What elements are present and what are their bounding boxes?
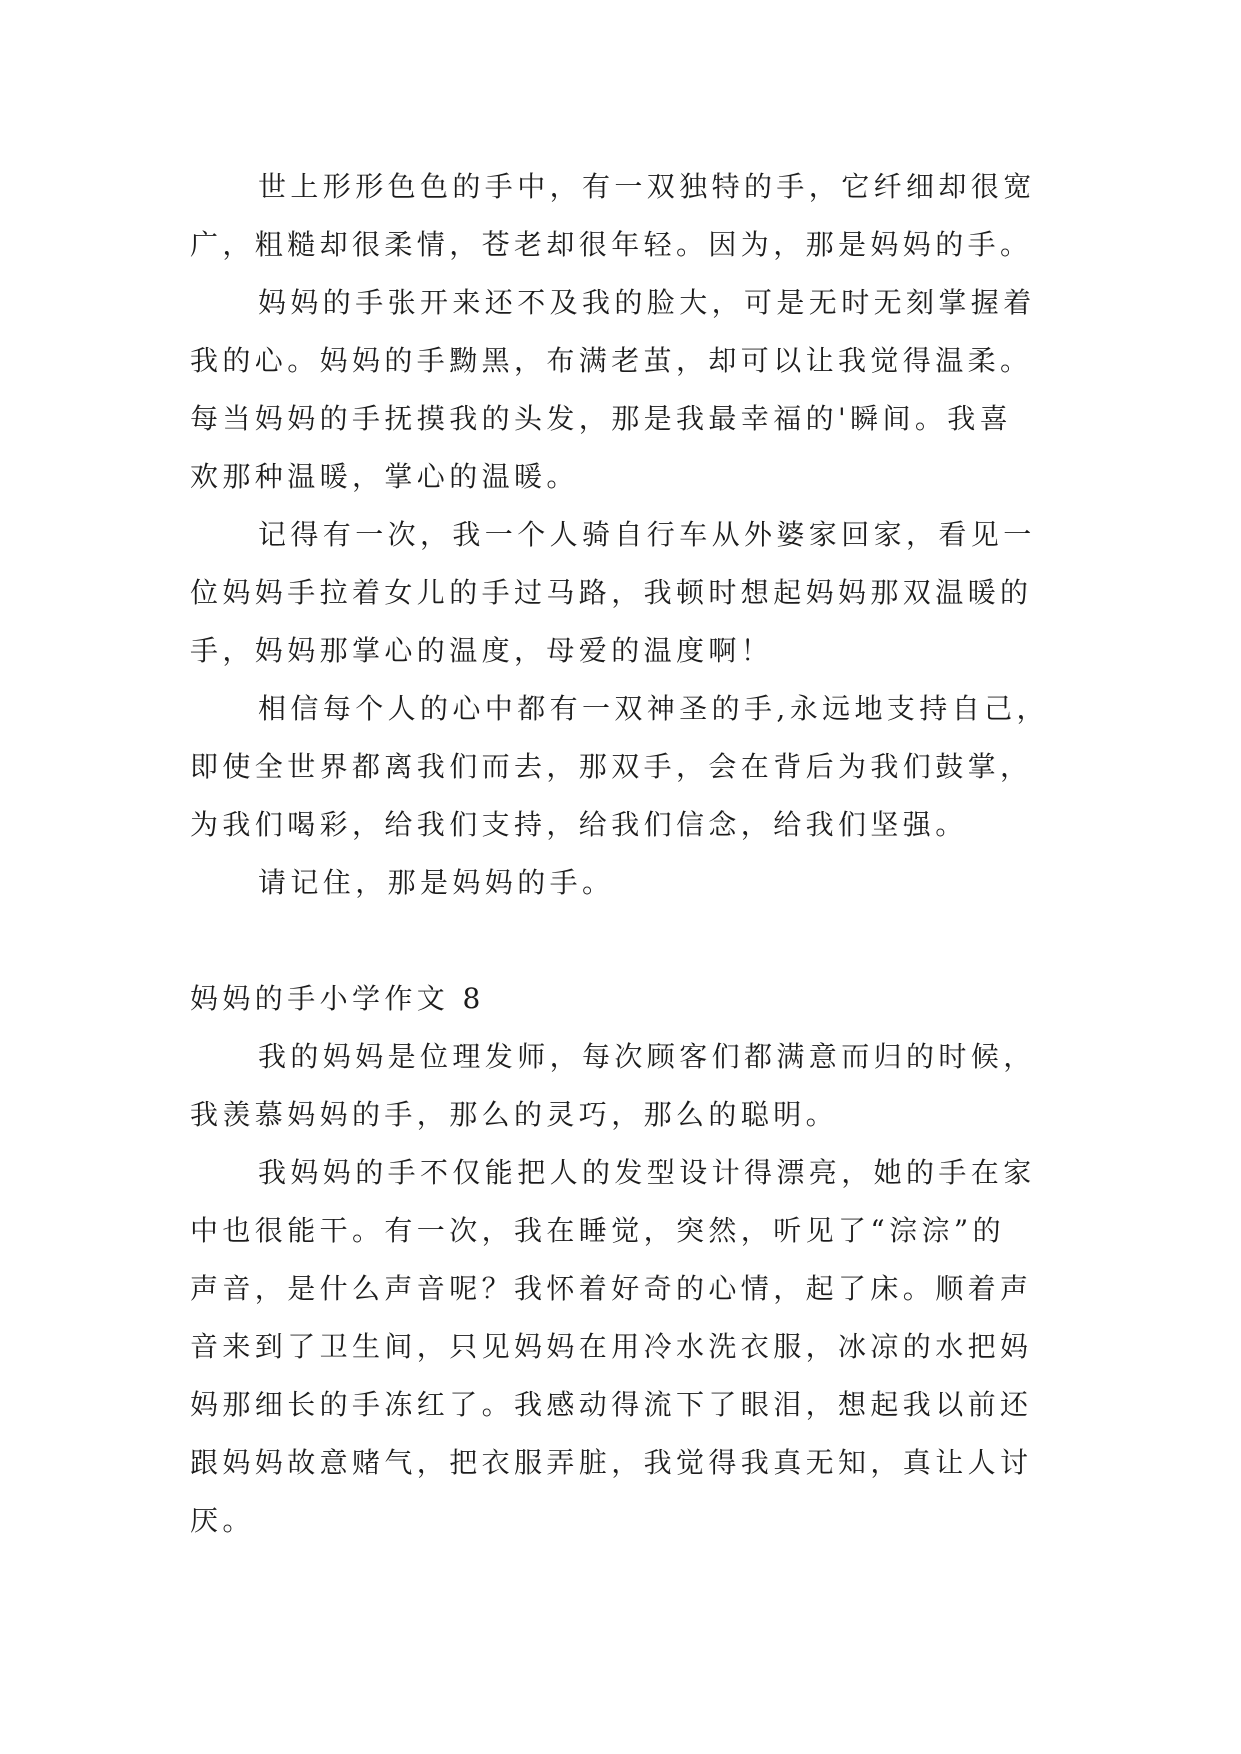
- paragraph: [190, 1144, 1090, 1550]
- paragraph-line: 我的心。妈妈的手黝黑，布满老茧，却可以让我觉得温柔。: [190, 344, 1033, 377]
- paragraph-line: 欢那种温暖，掌心的温暖。: [190, 460, 579, 493]
- document-body: [190, 158, 1090, 1550]
- paragraph: [190, 854, 1090, 912]
- paragraph: [190, 1028, 1090, 1144]
- paragraph-line: 手，妈妈那掌心的温度，母爱的温度啊！: [190, 634, 774, 667]
- paragraph-line: 妈那细长的手冻红了。我感动得流下了眼泪，想起我以前还: [190, 1388, 1033, 1421]
- paragraph-line: 音来到了卫生间，只见妈妈在用冷水洗衣服，冰凉的水把妈: [190, 1330, 1033, 1363]
- paragraph-line: 即使全世界都离我们而去，那双手，会在背后为我们鼓掌，: [190, 750, 1033, 783]
- paragraph-line: 相信每个人的心中都有一双神圣的手,永远地支持自己，: [258, 692, 1049, 725]
- paragraph-line: 为我们喝彩，给我们支持，给我们信念，给我们坚强。: [190, 808, 968, 841]
- paragraph-line: 中也很能干。有一次，我在睡觉，突然，听见了“淙淙”的: [190, 1214, 1006, 1247]
- paragraph-line: 记得有一次，我一个人骑自行车从外婆家回家，看见一: [258, 518, 1036, 551]
- paragraph-line: 广，粗糙却很柔情，苍老却很年轻。因为，那是妈妈的手。: [190, 228, 1033, 261]
- paragraph: [190, 680, 1090, 854]
- paragraph-line: 我羡慕妈妈的手，那么的灵巧，那么的聪明。: [190, 1098, 839, 1131]
- paragraph-line: 请记住，那是妈妈的手。: [258, 866, 615, 899]
- paragraph-line: 每当妈妈的手抚摸我的头发，那是我最幸福的'瞬间。我喜: [190, 402, 1013, 435]
- paragraph: [190, 506, 1090, 680]
- paragraph: [190, 158, 1090, 274]
- paragraph-line: 厌。: [190, 1504, 255, 1537]
- paragraph-line: 妈妈的手张开来还不及我的脸大，可是无时无刻掌握着: [258, 286, 1036, 319]
- blank-line: [190, 912, 1090, 970]
- essay-heading: 妈妈的手小学作文 8: [190, 982, 485, 1015]
- paragraph-line: 跟妈妈故意赌气，把衣服弄脏，我觉得我真无知，真让人讨: [190, 1446, 1033, 1479]
- paragraph-line: 世上形形色色的手中，有一双独特的手，它纤细却很宽: [258, 170, 1036, 203]
- paragraph: [190, 274, 1090, 506]
- paragraph-line: 我妈妈的手不仅能把人的发型设计得漂亮，她的手在家: [258, 1156, 1036, 1189]
- paragraph-line: 位妈妈手拉着女儿的手过马路，我顿时想起妈妈那双温暖的: [190, 576, 1033, 609]
- paragraph-line: 声音，是什么声音呢？我怀着好奇的心情，起了床。顺着声: [190, 1272, 1033, 1305]
- paragraph-line: 我的妈妈是位理发师，每次顾客们都满意而归的时候，: [258, 1040, 1036, 1073]
